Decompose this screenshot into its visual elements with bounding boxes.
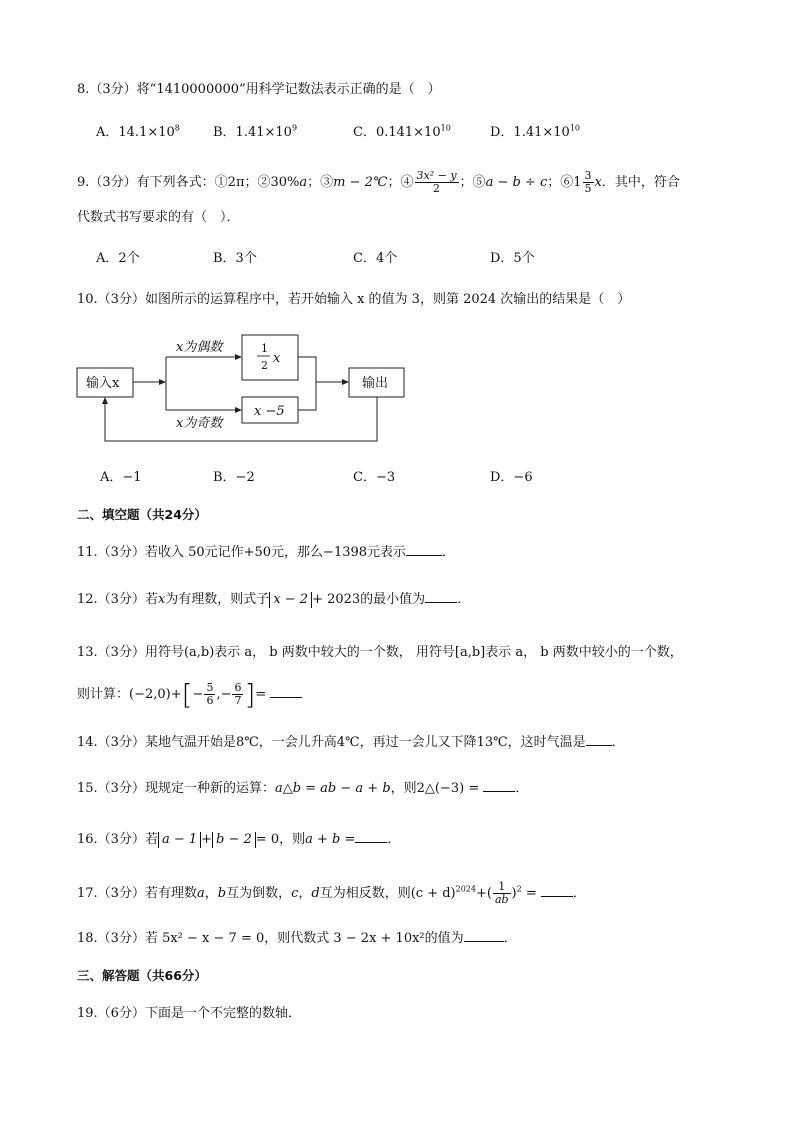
flow-arrowhead-5	[102, 397, 108, 404]
flow-even-op-num: 1	[261, 342, 268, 355]
q16-text-b: = 0，则	[255, 832, 306, 847]
q9-sep3: ；⑤	[459, 175, 486, 190]
q10-option-b[interactable]: B．−2	[213, 470, 255, 485]
q8-option-a-exp: 8	[174, 123, 180, 133]
q9-frac4-num: 3x² − y	[416, 169, 457, 182]
q9-frac4	[415, 170, 459, 195]
q13-frac1-den: 6	[206, 694, 214, 707]
q10-option-d[interactable]: D．−6	[490, 470, 533, 485]
q13-text-a: 则计算：(−2,0)+	[77, 687, 182, 702]
flow-output-box	[349, 368, 404, 397]
flow-input-label: 输入x	[86, 376, 120, 391]
q18-blank[interactable]	[464, 929, 504, 942]
q16-plus: +	[201, 832, 213, 847]
q16-abs2: b − 2	[212, 832, 256, 848]
q8-option-b[interactable]	[213, 123, 297, 143]
q9-expr3: m − 2℃	[333, 175, 388, 190]
flow-merge-line	[298, 357, 316, 410]
flow-arrowhead-2	[235, 354, 242, 360]
q10-option-c[interactable]: C．−3	[353, 470, 396, 485]
q17-var-d: d	[311, 886, 320, 901]
q9-option-a[interactable]: A．2个	[96, 251, 140, 266]
flow-odd-op-box	[242, 397, 298, 423]
q10-option-a[interactable]: A．−1	[100, 470, 142, 485]
q17-blank[interactable]	[541, 884, 573, 897]
q9-option-c[interactable]: C．4个	[353, 251, 398, 266]
section-answer-title: 三、解答题（共66分）	[77, 968, 207, 983]
q8-option-d[interactable]	[490, 123, 580, 143]
q12-text-a: 12.（3分）若	[77, 592, 158, 607]
flow-arrowhead-3	[235, 407, 242, 413]
q16-abs1: a − 1	[158, 832, 201, 848]
q9-sep2: ；④	[387, 175, 414, 190]
q17-text-c: 互为倒数，	[226, 886, 292, 901]
q18-text: 18.（3分）若 5x² − x − 7 = 0，则代数式 3 − 2x + 10x²的值为	[77, 931, 464, 946]
q8-option-a-text: A．14.1×10	[96, 125, 175, 140]
q13-frac2	[232, 682, 243, 707]
flow-even-op-box	[242, 335, 298, 380]
q13-frac2-num: 6	[234, 681, 242, 694]
q9-sep4: ；⑥1	[547, 175, 582, 190]
section-fill-blank-title: 二、填空题（共24分）	[77, 507, 207, 522]
q9-sep1: ；③	[307, 175, 334, 190]
q9-suffix: ．其中，符合	[601, 175, 680, 190]
q17-text-e: 互为相反数，则(c + d)	[319, 886, 456, 901]
q11-text: 11.（3分）若收入 50元记作+50元，那么−1398元表示	[77, 545, 407, 560]
q14-end: ．	[611, 735, 625, 750]
q11-blank[interactable]	[406, 543, 442, 556]
q11	[77, 543, 455, 563]
q13-line1: 13.（3分）用符号(a,b)表示 a， b 两数中较大的一个数， 用符号[a,b]表示 a， b 两数中较小的一个数，	[77, 645, 683, 660]
q13-line2: 则计算：(−2,0)+[− $\frac{5}{6}$ ,− $\frac{6}{7}$ ]=	[77, 680, 302, 710]
q13-frac2-den: 7	[234, 694, 242, 707]
q13-equals: =	[255, 687, 267, 702]
q12-abs-expr: x − 2	[269, 592, 312, 608]
q9-frac4-den: 2	[433, 182, 441, 195]
q17-equals: =	[525, 886, 537, 901]
q12-blank[interactable]	[425, 590, 457, 603]
q15-blank[interactable]	[483, 779, 515, 792]
q9-option-d[interactable]: D．5个	[490, 251, 535, 266]
q9-expr5: a − b ÷ c	[485, 175, 548, 190]
q9-frac6-den: 5	[584, 182, 592, 195]
q10-stem: 10.（3分）如图所示的运算程序中，若开始输入 x 的值为 3，则第 2024 次输出的结果是（ ）	[77, 292, 631, 307]
q16	[77, 830, 400, 850]
q14-blank[interactable]	[586, 733, 612, 746]
q8-option-b-text: B．1.41×10	[213, 125, 292, 140]
q12	[77, 590, 470, 610]
q19: 19.（6分）下面是一个不完整的数轴．	[77, 1006, 301, 1021]
q9-frac6	[583, 170, 594, 195]
q9-expr6-var: x	[594, 175, 602, 190]
q13-blank[interactable]	[270, 685, 302, 698]
q18	[77, 929, 517, 949]
flow-odd-label: x为奇数	[176, 416, 223, 431]
flow-odd-op: x −5	[254, 404, 285, 419]
q17-exp1: 2024	[455, 884, 476, 894]
q15	[77, 779, 528, 799]
q12-text-b: 为有理数，则式子	[165, 592, 270, 607]
q8-option-d-text: D．1.41×10	[490, 125, 570, 140]
q12-var-x: x	[157, 592, 166, 607]
q16-blank[interactable]	[355, 830, 387, 843]
flow-input-box	[77, 368, 133, 397]
q17-text-f: +(	[475, 886, 492, 901]
q8-option-a[interactable]	[96, 123, 180, 143]
q17-frac-den: ab	[494, 893, 509, 906]
q9-line2: 代数式书写要求的有（ ）．	[77, 210, 240, 225]
q18-end: ．	[503, 931, 517, 946]
flow-even-op-var: x	[273, 351, 281, 366]
flow-output-label: 输出	[362, 376, 389, 391]
q17-sep-b: ，	[204, 886, 218, 901]
q15-text-a: 15.（3分）现规定一种新的运算：	[77, 781, 275, 796]
q8-option-c-text: C．0.141×10	[353, 125, 441, 140]
q17-var-b: b	[217, 886, 227, 901]
q12-text-c: + 2023的最小值为	[312, 592, 426, 607]
q13-right-bracket: ]	[244, 677, 256, 711]
q9-stem	[77, 170, 680, 195]
q9-prefix: 9.（3分）有下列各式：①2π；②30%	[77, 175, 300, 190]
q8-stem: 8.（3分）将“1410000000”用科学记数法表示正确的是（ ）	[77, 82, 441, 97]
q15-op-def: a△b = ab − a + b	[274, 781, 391, 796]
q16-expr: a + b =	[305, 832, 356, 847]
q17-var-a: a	[196, 886, 205, 901]
q13-frac1	[204, 682, 215, 707]
q13-frac1-num: 5	[206, 681, 214, 694]
q16-end: ．	[387, 832, 401, 847]
flow-even-op-den: 2	[261, 359, 268, 372]
flow-arrowhead-1	[159, 379, 166, 385]
flow-loop-line	[105, 397, 377, 441]
q15-end: ．	[515, 781, 529, 796]
q12-end: ．	[457, 592, 471, 607]
q14	[77, 733, 625, 753]
flow-even-label: x为偶数	[176, 340, 223, 355]
q8-option-c[interactable]	[353, 123, 451, 143]
q8-option-d-exp: 10	[569, 123, 580, 133]
flow-arrowhead-4	[342, 379, 349, 385]
q15-text-b: ，则2△(−3) =	[390, 781, 480, 796]
q9-var-a: a	[299, 175, 308, 190]
q17-frac-num: 1	[493, 881, 511, 894]
q17-end: ．	[572, 886, 586, 901]
q8-option-b-exp: 9	[291, 123, 298, 133]
q14-text: 14.（3分）某地气温开始是8℃，一会儿升高4℃，再过一会儿又下降13℃，这时气温是	[77, 735, 586, 750]
q17-text-a: 17.（3分）若有理数	[77, 886, 197, 901]
q17	[77, 880, 586, 908]
q13-left-bracket: [	[181, 677, 193, 711]
q17-text-g: )	[511, 886, 517, 901]
q17-sep-d: ，	[298, 886, 312, 901]
q11-end: ．	[442, 545, 456, 560]
q9-frac6-num: 3	[584, 169, 592, 182]
q16-text-a: 16.（3分）若	[77, 832, 158, 847]
q17-frac	[493, 881, 511, 906]
q17-var-c: c	[291, 886, 299, 901]
q9-option-b[interactable]: B．3个	[213, 251, 257, 266]
q8-option-c-exp: 10	[440, 123, 451, 133]
q17-exp2: 2	[516, 884, 522, 894]
